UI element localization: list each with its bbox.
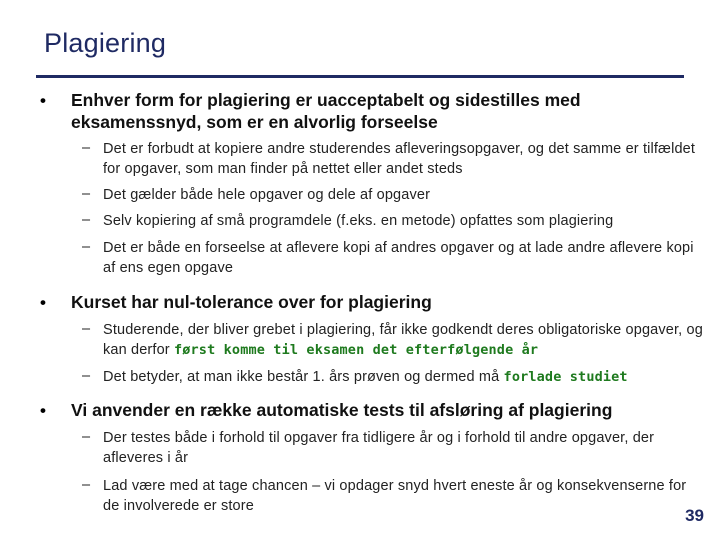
sub-bullet-dash: – <box>82 429 91 445</box>
page-title: Plagiering <box>44 28 167 58</box>
sub-bullet-text: Der testes både i forhold til opgaver fra tidligere år og i forhold til andre opgaver, der afleveres i år <box>103 430 655 466</box>
bullet-text: Enhver form for plagiering er uacceptabelt og sidestilles med eksamenssnyd, som er en alvorlig forseelse <box>71 90 581 132</box>
bullet-marker: • <box>40 293 46 312</box>
sub-bullet-dash: – <box>82 477 91 493</box>
sub-bullet-text: Lad være med at tage chancen – vi opdager snyd hvert eneste år og konsekvenserne for de involverede er store <box>103 478 687 514</box>
sub-bullet-dash: – <box>82 186 91 202</box>
sub-bullet-text: Det er forbudt at kopiere andre studerendes afleveringsopgaver, og det samme er tilfældet for opgaver, som man finder på nettet eller andet steds <box>103 141 696 177</box>
sub-bullet-dash: – <box>82 368 91 384</box>
bullet-marker: • <box>40 401 46 420</box>
bullet-text: Vi anvender en række automatiske tests til afsløring af plagiering <box>71 400 613 420</box>
highlight-text: først komme til eksamen det efterfølgende år <box>173 342 539 358</box>
sub-bullet-text <box>103 320 703 360</box>
sub-bullet-plain: Studerende, der bliver grebet i plagiering, får ikke godkendt deres obligatoriske opgaver, og kan derfor <box>103 322 703 358</box>
bullet-marker: • <box>40 91 46 110</box>
sub-bullet-plain: Det betyder, at man ikke består 1. års prøven og dermed må <box>103 369 504 385</box>
sub-bullet-text: Det gælder både hele opgaver og dele af opgaver <box>103 187 431 203</box>
highlight-text: forlade studiet <box>503 369 628 385</box>
page-number: 39 <box>685 506 704 525</box>
sub-bullet-text: Selv kopiering af små programdele (f.eks. en metode) opfattes som plagiering <box>103 213 614 229</box>
bullet-text: Kurset har nul-tolerance over for plagiering <box>71 292 432 312</box>
sub-bullet-dash: – <box>82 140 91 156</box>
title-underline <box>36 75 684 78</box>
sub-bullet-text <box>103 367 703 387</box>
sub-bullet-dash: – <box>82 321 91 337</box>
sub-bullet-dash: – <box>82 239 91 255</box>
sub-bullet-text: Det er både en forseelse at aflevere kopi af andres opgaver og at lade andre aflevere kopi af ens egen opgave <box>103 240 694 276</box>
sub-bullet-dash: – <box>82 212 91 228</box>
